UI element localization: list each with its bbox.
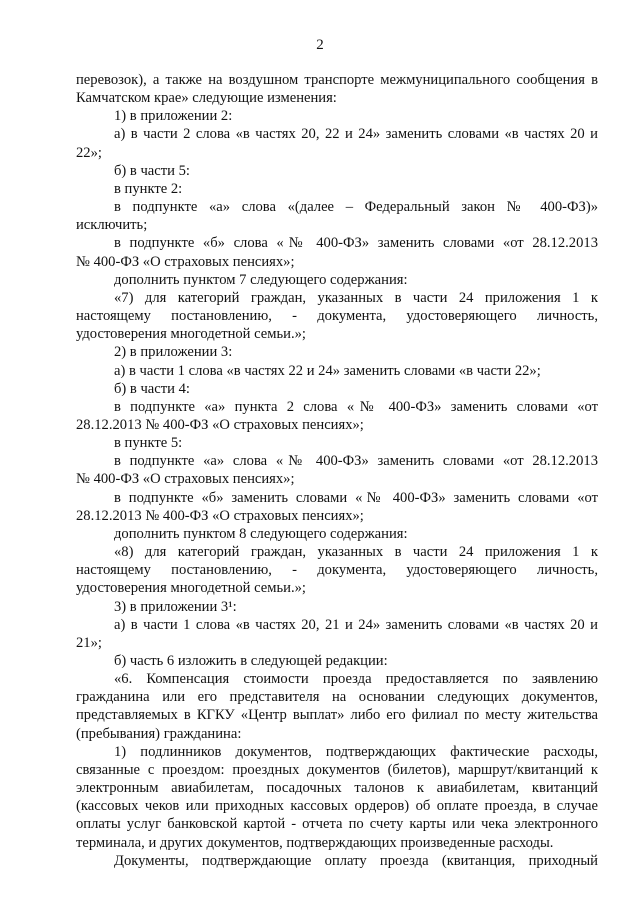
text-line: в подпункте «а» пункта 2 слова «№ 400-ФЗ» заменить словами «от — [114, 398, 598, 415]
text-line: а) в части 1 слова «в частях 22 и 24» заменить словами «в части 22»; — [114, 362, 541, 379]
document-body — [76, 71, 598, 870]
text-line: а) в части 1 слова «в частях 20, 21 и 24» заменить словами «в частях 20 и — [114, 616, 598, 633]
text-line: представляемых в КГКУ «Центр выплат» либо его филиал по месту жительства — [76, 707, 598, 724]
text-line: Камчатском крае» следующие изменения: — [76, 90, 337, 107]
text-line: настоящему постановлению, - документа, удостоверяющего личность, — [76, 562, 598, 579]
text-line: в подпункте «а» слова «(далее – Федеральный закон № 400-ФЗ)» — [114, 199, 598, 216]
text-line: б) часть 6 изложить в следующей редакции: — [114, 653, 388, 669]
text-line: 28.12.2013 № 400-ФЗ «О страховых пенсиях»; — [76, 507, 364, 524]
text-line: (пребывания) гражданина: — [76, 725, 242, 742]
text-line: «6. Компенсация стоимости проезда предоставляется по заявлению — [114, 671, 598, 688]
text-line: 1) подлинников документов, подтверждающих фактические расходы, — [114, 743, 598, 760]
text-line: б) в части 5: — [114, 162, 190, 179]
text-line: оплаты услуг банковской картой - отчета по счету карты или чека электронного — [76, 816, 598, 833]
text-line: удостоверения многодетной семьи.»; — [76, 580, 306, 597]
text-line: а) в части 2 слова «в частях 20, 22 и 24» заменить словами «в частях 20 и — [114, 126, 598, 143]
text-line: в подпункте «б» заменить словами «№ 400-ФЗ» заменить словами «от — [114, 489, 598, 506]
text-line: дополнить пунктом 8 следующего содержания: — [114, 525, 408, 542]
text-line: 2) в приложении 3: — [114, 344, 233, 361]
text-line: «7) для категорий граждан, указанных в части 24 приложения 1 к — [114, 289, 598, 306]
text-line: в подпункте «а» слова «№ 400-ФЗ» заменить словами «от 28.12.2013 — [114, 453, 598, 470]
text-line: исключить; — [76, 217, 148, 234]
text-line: удостоверения многодетной семьи.»; — [76, 326, 306, 343]
text-line: в пункте 5: — [114, 435, 183, 452]
text-line: 3) в приложении 3¹: — [114, 598, 237, 615]
text-line: гражданина или его представителя на основании следующих документов, — [76, 689, 598, 706]
text-line: № 400-ФЗ «О страховых пенсиях»; — [76, 471, 295, 488]
text-line: (кассовых чеков или приходных кассовых ордеров) об оплате проезда, в случае — [76, 798, 598, 815]
text-line: перевозок), а также на воздушном транспорте межмуниципального сообщения в — [76, 72, 598, 88]
text-line: в подпункте «б» слова «№ 400-ФЗ» заменить словами «от 28.12.2013 — [114, 235, 598, 252]
text-line: терминала, и других документов, подтверждающих произведенные расходы. — [76, 834, 554, 851]
text-line: в пункте 2: — [114, 180, 183, 197]
text-line: электронным авиабилетам, посадочных талонов к авиабилетам, квитанций — [76, 780, 598, 797]
text-line: 22»; — [76, 144, 102, 161]
text-line: 1) в приложении 2: — [114, 108, 233, 125]
text-line: 28.12.2013 № 400-ФЗ «О страховых пенсиях»; — [76, 416, 364, 433]
text-line: дополнить пунктом 7 следующего содержания: — [114, 271, 408, 288]
text-line: № 400-ФЗ «О страховых пенсиях»; — [76, 253, 295, 270]
text-line: 21»; — [76, 634, 102, 651]
text-line: б) в части 4: — [114, 380, 190, 397]
text-line: настоящему постановлению, - документа, удостоверяющего личность, — [76, 308, 598, 325]
text-line: Документы, подтверждающие оплату проезда (квитанция, приходный — [114, 852, 598, 869]
text-line: связанные с проездом: проездных документов (билетов), маршрут/квитанций к — [76, 761, 598, 778]
text-line: «8) для категорий граждан, указанных в части 24 приложения 1 к — [114, 544, 598, 561]
page-number: 2 — [316, 37, 324, 53]
